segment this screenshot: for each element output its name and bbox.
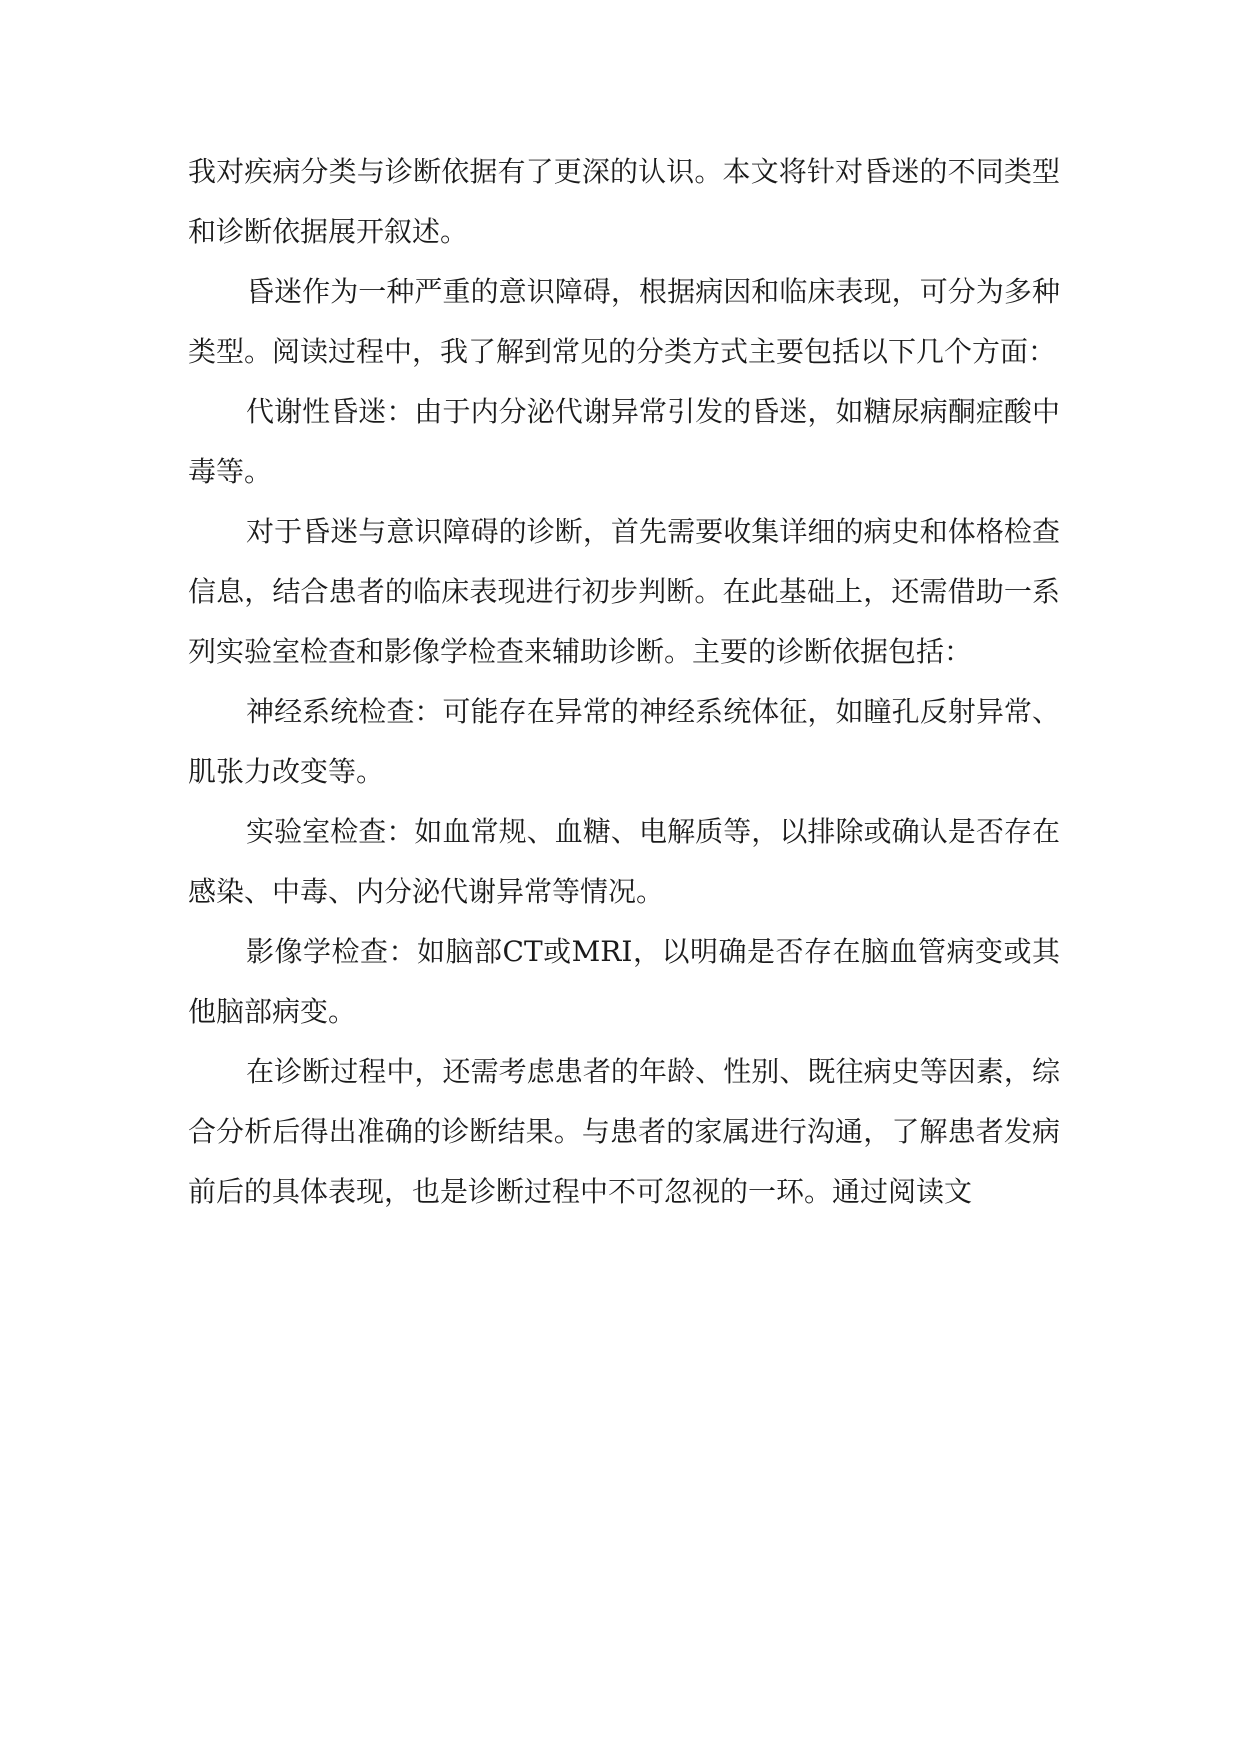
paragraph-diagnosis-approach: 对于昏迷与意识障碍的诊断，首先需要收集详细的病史和体格检查信息，结合患者的临床表现进行初步判断。在此基础上，还需借助一系列实验室检查和影像学检查来辅助诊断。主要的诊断依据包括：: [188, 515, 1060, 668]
document-body: [188, 142, 1060, 1222]
paragraph-metabolic-coma: 代谢性昏迷：由于内分泌代谢异常引发的昏迷，如糖尿病酮症酸中毒等。: [188, 395, 1060, 488]
paragraph-intro: 我对疾病分类与诊断依据有了更深的认识。本文将针对昏迷的不同类型和诊断依据展开叙述。: [188, 155, 1060, 248]
paragraph-diagnosis-process: 在诊断过程中，还需考虑患者的年龄、性别、既往病史等因素，综合分析后得出准确的诊断结果。与患者的家属进行沟通，了解患者发病前后的具体表现，也是诊断过程中不可忽视的一环。通过阅读文: [188, 1055, 1060, 1208]
paragraph-coma-types: 昏迷作为一种严重的意识障碍，根据病因和临床表现，可分为多种类型。阅读过程中，我了解到常见的分类方式主要包括以下几个方面：: [188, 275, 1060, 368]
paragraph-imaging: 影像学检查：如脑部CT或MRI，以明确是否存在脑血管病变或其他脑部病变。: [188, 935, 1060, 1028]
paragraph-lab-tests: 实验室检查：如血常规、血糖、电解质等，以排除或确认是否存在感染、中毒、内分泌代谢异常等情况。: [188, 815, 1060, 908]
paragraph-neuro-exam: 神经系统检查：可能存在异常的神经系统体征，如瞳孔反射异常、肌张力改变等。: [188, 695, 1060, 788]
